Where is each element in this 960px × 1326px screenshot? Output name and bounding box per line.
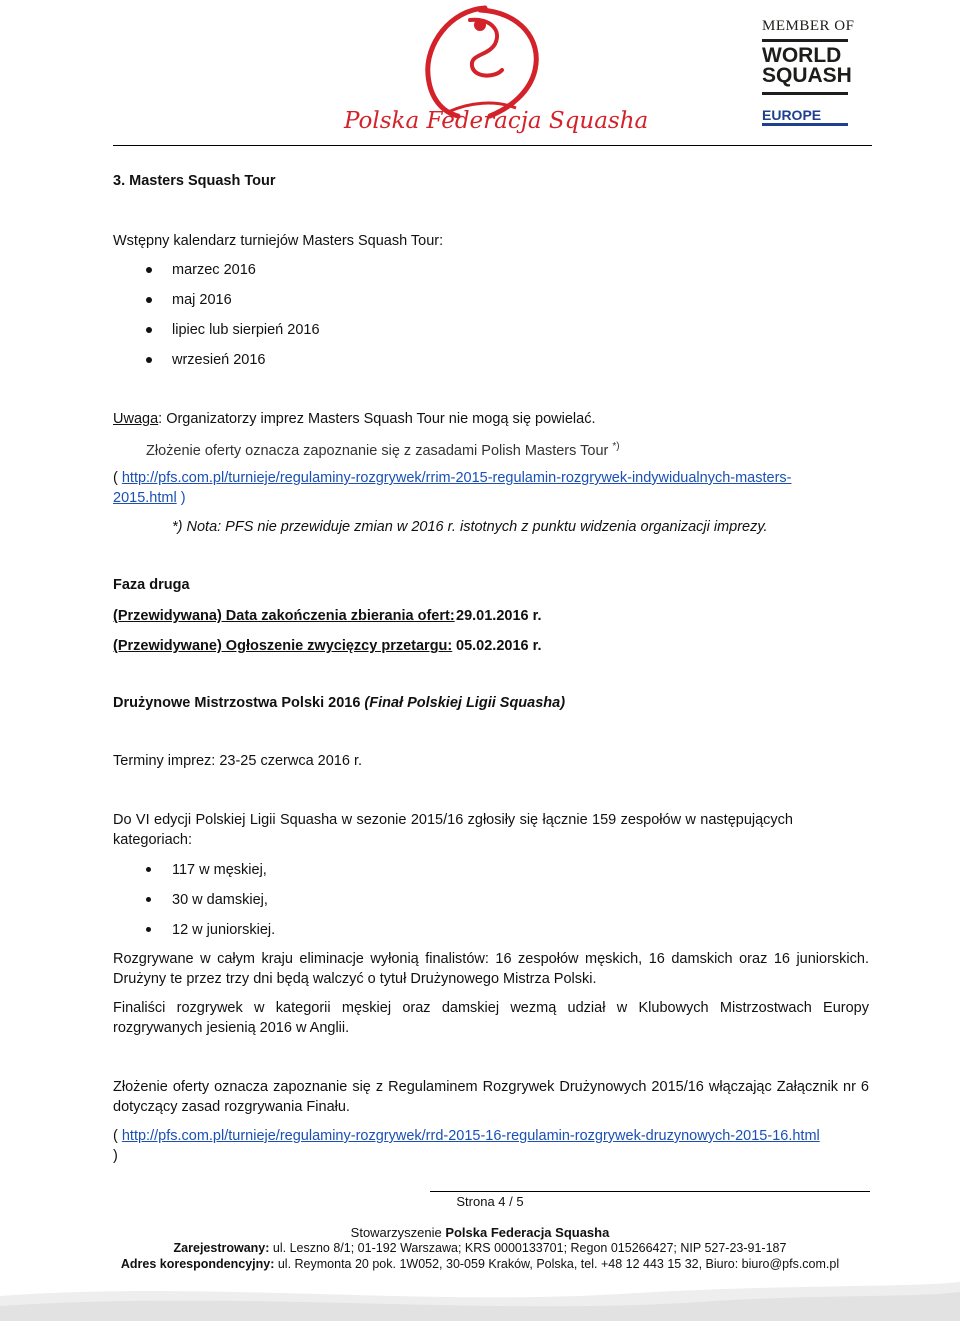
deadline-winner-label: (Przewidywane) Ogłoszenie zwycięzcy przetargu:	[113, 638, 453, 654]
deadline-offers-label: (Przewidywana) Data zakończenia zbierania ofert:	[113, 608, 455, 624]
bullet-marker	[146, 867, 151, 872]
page-number: Strona 4 / 5	[456, 1194, 524, 1209]
footer-rule	[430, 1191, 870, 1192]
bullet-marker	[146, 357, 152, 363]
elimination-paragraph: Rozgrywane w całym kraju eliminacje wyłonią finalistów: 16 zespołów męskich, 16 damskich oraz 16 juniorskich. Drużyny te przez trzy dni będą walczyć o tytuł Drużynowego Mistrza Polski.	[113, 951, 869, 987]
addr-label: Adres korespondencyjny:	[120, 1257, 275, 1271]
offer-rules-paragraph: Złożenie oferty oznacza zapoznanie się z Regulaminem Rozgrywek Drużynowych 2015/16 włączając Załącznik nr 6 dotyczący zasad rozgrywania Finału.	[113, 1079, 869, 1115]
category-item: 117 w męskiej,	[172, 862, 267, 878]
footer-wave	[0, 1276, 960, 1321]
bullet-marker	[146, 897, 151, 902]
event-dates: Terminy imprez: 23-25 czerwca 2016 r.	[113, 753, 363, 769]
reg-text: ul. Leszno 8/1; 01-192 Warszawa; KRS 0000133701; Regon 015266427; NIP 527-23-91-187	[269, 1241, 787, 1255]
pfs-logo	[330, 0, 649, 140]
ws-divider-2	[762, 92, 848, 95]
footer-registered	[0, 1241, 960, 1255]
team-rules-link-close: )	[113, 1148, 118, 1164]
calendar-item: maj 2016	[172, 292, 232, 308]
bullet-marker	[146, 327, 152, 333]
paren-open: (	[113, 1128, 122, 1144]
org-prefix: Stowarzyszenie	[350, 1225, 446, 1240]
bullet-marker	[146, 267, 152, 273]
footer-address	[0, 1257, 960, 1271]
footer-org	[0, 1225, 960, 1240]
calendar-item: wrzesień 2016	[172, 352, 266, 368]
paren-open: (	[113, 470, 122, 486]
ws-squash: SQUASH	[762, 64, 852, 87]
header-rule	[113, 145, 872, 146]
bullet-marker	[146, 927, 151, 932]
masters-rules-link[interactable]: http://pfs.com.pl/turnieje/regulaminy-rozgrywek/rrim-2015-regulamin-rozgrywek-indywidualnych-masters-	[121, 470, 792, 486]
masters-rules-link-cont[interactable]: 2015.html	[113, 490, 177, 506]
reg-label: Zarejestrowany:	[173, 1241, 270, 1255]
phase-title: Faza druga	[113, 577, 190, 593]
addr-text: ul. Reymonta 20 pok. 1W052, 30-059 Kraków, Polska, tel. +48 12 443 15 32, Biuro: biuro@pfs.com.pl	[274, 1257, 840, 1271]
category-item: 12 w juniorskiej.	[172, 922, 276, 938]
section-title: 3. Masters Squash Tour	[113, 173, 276, 189]
deadline-offers-value: 29.01.2016 r.	[456, 608, 542, 624]
deadline-winner-value: 05.02.2016 r.	[456, 638, 542, 654]
org-name: Polska Federacja Squasha	[445, 1225, 610, 1240]
category-item: 30 w damskiej,	[172, 892, 268, 908]
note-text: : Organizatorzy imprez Masters Squash Tour nie mogą się powielać.	[158, 411, 596, 427]
team-rules-link[interactable]: http://pfs.com.pl/turnieje/regulaminy-rozgrywek/rrd-2015-16-regulamin-rozgrywek-druzynowych-2015-16.html	[121, 1128, 820, 1144]
calendar-intro: Wstępny kalendarz turniejów Masters Squash Tour:	[113, 233, 444, 249]
calendar-item: lipiec lub sierpień 2016	[172, 322, 320, 338]
team-title-italic: (Finał Polskiej Ligii Squasha)	[364, 695, 566, 711]
calendar-item: marzec 2016	[172, 262, 256, 278]
note-label: Uwaga	[113, 411, 159, 427]
team-title: Drużynowe Mistrzostwa Polski 2016	[113, 695, 361, 711]
footer-wave-graphic	[0, 1276, 960, 1321]
offer-text: Złożenie oferty oznacza zapoznanie się z zasadami Polish Masters Tour	[146, 442, 609, 459]
masters-rules-link-line-2	[113, 488, 186, 508]
team-rules-link-line	[113, 1126, 820, 1146]
paren-close: )	[176, 490, 186, 506]
team-championship-title	[113, 693, 565, 713]
offer-footnote-mark: *)	[612, 441, 620, 452]
note-line	[113, 409, 595, 429]
masters-rules-link-line	[113, 468, 792, 488]
offer-line	[146, 437, 620, 461]
world-squash-logo	[762, 18, 872, 142]
ws-world: WORLD	[762, 44, 842, 67]
footnote: *) Nota: PFS nie przewiduje zmian w 2016 r. istotnych z punktu widzenia organizacji imprezy.	[172, 519, 768, 535]
ws-europe: EUROPE	[762, 107, 848, 126]
member-of-text: MEMBER OF	[762, 18, 855, 34]
league-paragraph: Do VI edycji Polskiej Ligii Squasha w sezonie 2015/16 zgłosiły się łącznie 159 zespołów w następujących kategoriach:	[113, 812, 793, 848]
pfs-script-name: Polska Federacja Squasha	[344, 108, 649, 134]
bullet-marker	[146, 297, 152, 303]
ws-divider	[762, 39, 848, 42]
finalists-paragraph: Finaliści rozgrywek w kategorii męskiej oraz damskiej wezmą udział w Klubowych Mistrzostwach Europy rozgrywanych jesienią 2016 w Anglii.	[113, 1000, 869, 1036]
